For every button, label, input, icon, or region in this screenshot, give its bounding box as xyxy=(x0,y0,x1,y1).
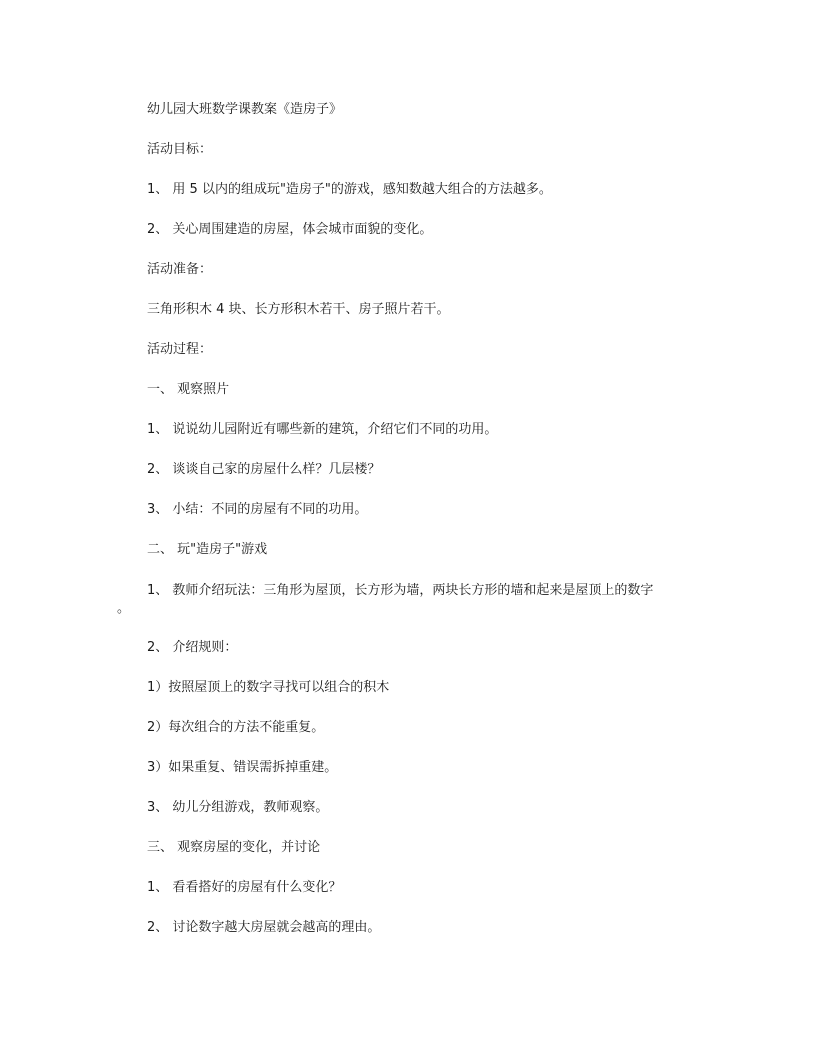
goal-item-2: 2、 关心周围建造的房屋，体会城市面貌的变化。 xyxy=(147,222,433,237)
section-1-item-1: 1、 说说幼儿园附近有哪些新的建筑，介绍它们不同的功用。 xyxy=(147,422,498,437)
prep-heading: 活动准备： xyxy=(147,262,213,277)
section-3-heading: 三、 观察房屋的变化，并讨论 xyxy=(147,840,321,855)
section-1-item-2: 2、 谈谈自己家的房屋什么样？几层楼？ xyxy=(147,462,381,477)
prep-text: 三角形积木 4 块、长方形积木若干、房子照片若干。 xyxy=(147,302,450,317)
document-title: 幼儿园大班数学课教案《造房子》 xyxy=(147,102,343,117)
section-2-item-2: 2、 介绍规则： xyxy=(147,640,238,655)
section-1-item-3: 3、 小结：不同的房屋有不同的功用。 xyxy=(147,502,368,517)
section-2-item-1-tail: 。 xyxy=(117,601,131,616)
section-3-item-1: 1、 看看搭好的房屋有什么变化？ xyxy=(147,880,342,895)
section-2-item-1: 1、 教师介绍玩法：三角形为屋顶，长方形为墙，两块长方形的墙和起来是屋顶上的数字 xyxy=(147,583,654,598)
section-2-heading: 二、 玩"造房子"游戏 xyxy=(147,542,268,557)
goal-item-1: 1、 用 5 以内的组成玩"造房子"的游戏，感知数越大组合的方法越多。 xyxy=(147,182,552,197)
rule-item-2: 2）每次组合的方法不能重复。 xyxy=(147,720,325,735)
process-heading: 活动过程： xyxy=(147,342,213,357)
section-2-item-3: 3、 幼儿分组游戏，教师观察。 xyxy=(147,800,329,815)
section-1-heading: 一、 观察照片 xyxy=(147,382,230,397)
goals-heading: 活动目标： xyxy=(147,142,213,157)
rule-item-1: 1）按照屋顶上的数字寻找可以组合的积木 xyxy=(147,680,390,695)
rule-item-3: 3）如果重复、错误需拆掉重建。 xyxy=(147,760,338,775)
section-3-item-2: 2、 讨论数字越大房屋就会越高的理由。 xyxy=(147,920,381,935)
